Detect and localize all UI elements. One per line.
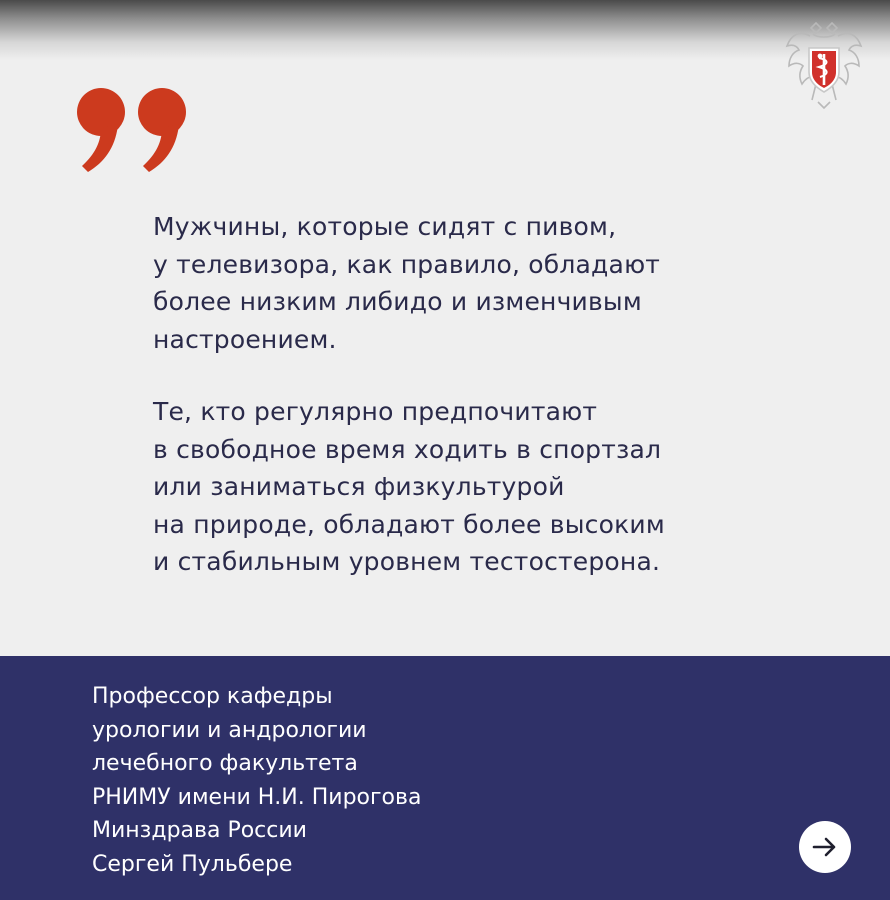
quote-text-block <box>153 208 833 581</box>
quote-paragraph-1: Мужчины, которые сидят с пивом, у телевизора, как правило, обладают более низким либидо и изменчивым настроением. <box>153 212 661 354</box>
footer-panel <box>0 656 890 900</box>
top-shade <box>0 0 890 60</box>
author-attribution: Профессор кафедры урологии и андрологии лечебного факультета РНИМУ имени Н.И. Пирогова Минздрава России Сергей Пульбере <box>92 684 422 877</box>
arrow-right-icon <box>812 837 838 857</box>
ministry-emblem-icon <box>783 22 865 110</box>
quote-paragraph-2: Те, кто регулярно предпочитают в свободное время ходить в спортзал или заниматься физкультурой на природе, обладают более высоким и стабильным уровнем тестостерона. <box>153 397 665 576</box>
quote-mark-icon <box>74 82 192 178</box>
next-button[interactable] <box>799 821 851 873</box>
